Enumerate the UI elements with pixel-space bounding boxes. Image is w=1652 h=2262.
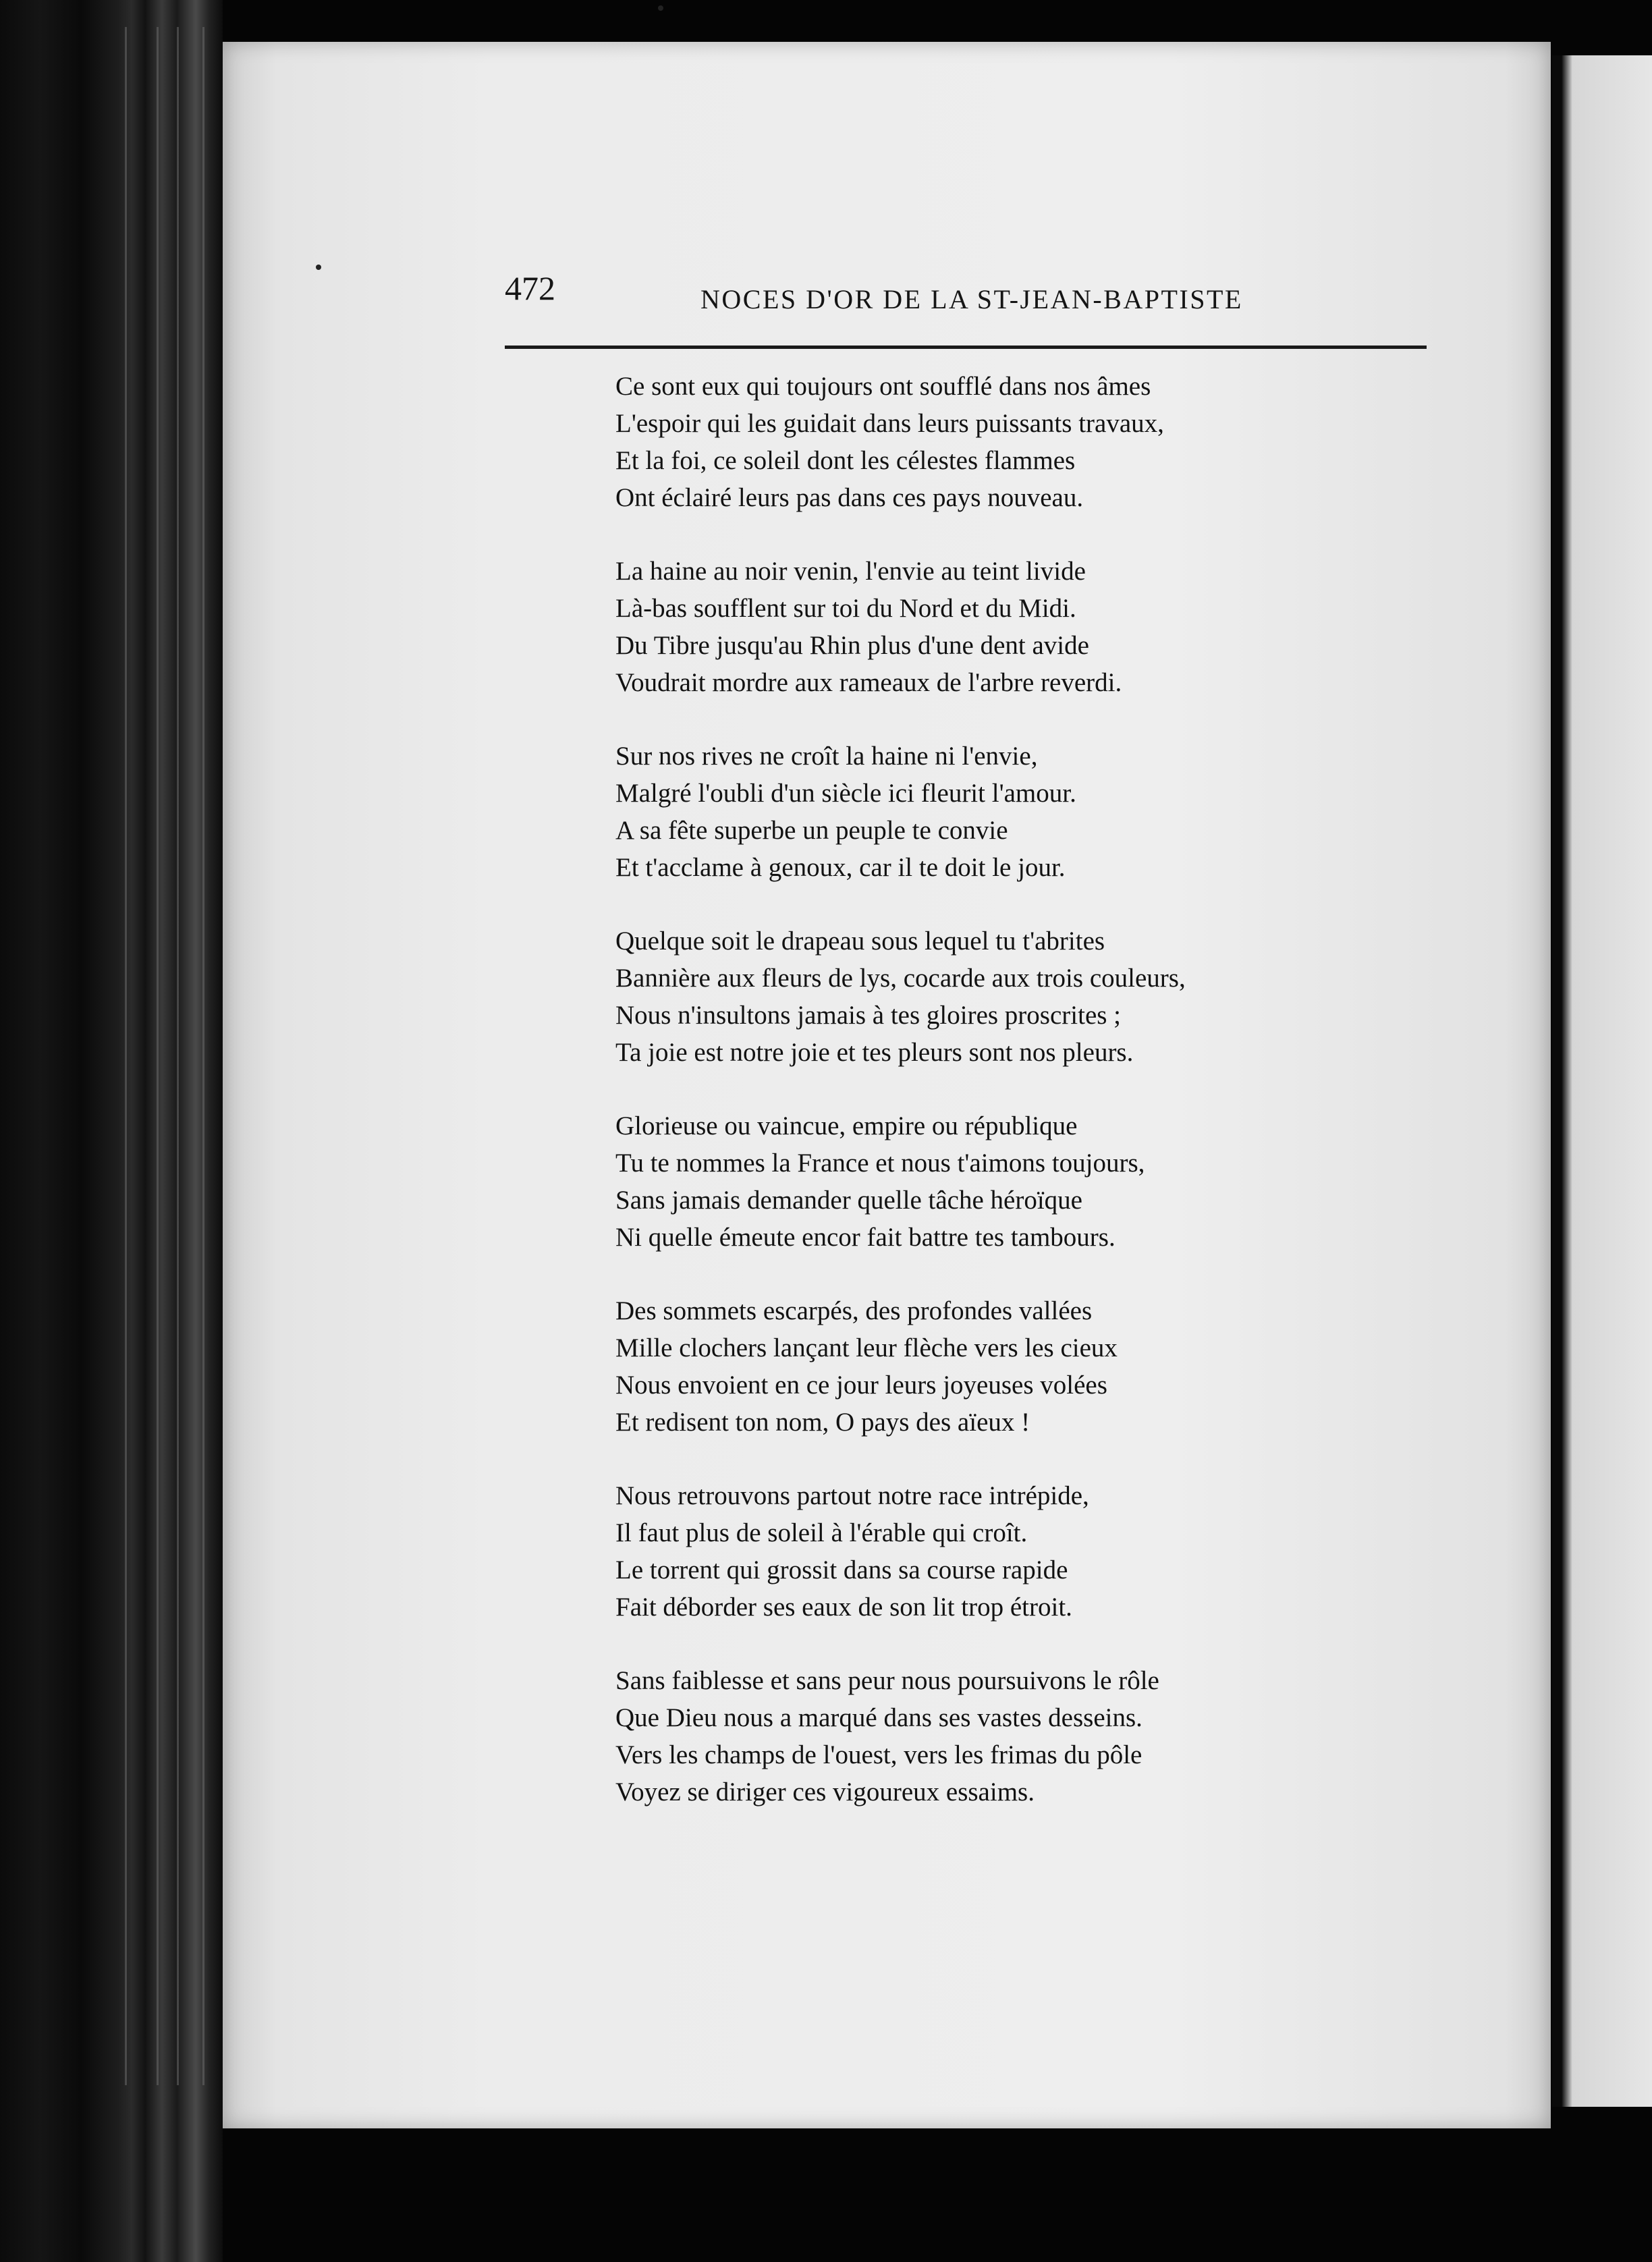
stanza — [615, 1477, 1378, 1626]
page-edge-line — [125, 27, 127, 2085]
verse-line: Ta joie est notre joie et tes pleurs sont nos pleurs. — [615, 1038, 1134, 1067]
page-edge-line — [157, 27, 159, 2085]
verse-line: Sans faiblesse et sans peur nous poursuivons le rôle — [615, 1666, 1159, 1695]
verse-line: Nous n'insultons jamais à tes gloires proscrites ; — [615, 1001, 1122, 1030]
verse-line: Bannière aux fleurs de lys, cocarde aux trois couleurs, — [615, 964, 1186, 993]
ink-speck — [316, 265, 321, 270]
verse-line: Ont éclairé leurs pas dans ces pays nouveau. — [615, 483, 1084, 512]
page-edge-line — [177, 27, 179, 2085]
verse-line: Mille clochers lançant leur flèche vers les cieux — [615, 1333, 1118, 1362]
verse-line: Là-bas soufflent sur toi du Nord et du Midi. — [615, 594, 1076, 623]
verse-line: Quelque soit le drapeau sous lequel tu t'abrites — [615, 927, 1105, 956]
page-edge-line — [202, 27, 204, 2085]
verse-line: Le torrent qui grossit dans sa course rapide — [615, 1555, 1068, 1584]
verse-line: Malgré l'oubli d'un siècle ici fleurit l'amour. — [615, 779, 1076, 808]
stanza — [615, 1107, 1378, 1256]
verse-line: Voudrait mordre aux rameaux de l'arbre reverdi. — [615, 668, 1122, 697]
verse-line: Et t'acclame à genoux, car il te doit le jour. — [615, 853, 1066, 882]
verse-line: Voyez se diriger ces vigoureux essaims. — [615, 1777, 1035, 1806]
verse-line: Nous envoient en ce jour leurs joyeuses volées — [615, 1371, 1107, 1400]
verse-line: Tu te nommes la France et nous t'aimons toujours, — [615, 1149, 1145, 1178]
verse-line: A sa fête superbe un peuple te convie — [615, 816, 1008, 845]
stanza — [615, 738, 1378, 886]
adjacent-page-edge — [1552, 55, 1652, 2107]
header-rule — [505, 346, 1427, 349]
verse-line: Du Tibre jusqu'au Rhin plus d'une dent avide — [615, 631, 1089, 660]
verse-line: Nous retrouvons partout notre race intrépide, — [615, 1481, 1089, 1510]
verse-line: Sur nos rives ne croît la haine ni l'envie, — [615, 742, 1038, 771]
verse-line: Que Dieu nous a marqué dans ses vastes desseins. — [615, 1703, 1142, 1732]
verse-line: Il faut plus de soleil à l'érable qui croît. — [615, 1518, 1028, 1547]
verse-line: Ni quelle émeute encor fait battre tes tambours. — [615, 1223, 1116, 1252]
verse-line: La haine au noir venin, l'envie au teint livide — [615, 557, 1086, 586]
stanza — [615, 553, 1378, 701]
poem-body — [615, 368, 1378, 1847]
ink-speck — [658, 5, 663, 11]
verse-line: Vers les champs de l'ouest, vers les frimas du pôle — [615, 1740, 1142, 1769]
stanza — [615, 368, 1378, 516]
stanza — [615, 1662, 1378, 1811]
verse-line: Sans jamais demander quelle tâche héroïque — [615, 1186, 1082, 1215]
verse-line: Des sommets escarpés, des profondes vallées — [615, 1296, 1093, 1325]
verse-line: Fait déborder ses eaux de son lit trop étroit. — [615, 1593, 1072, 1622]
verse-line: L'espoir qui les guidait dans leurs puissants travaux, — [615, 409, 1164, 438]
verse-line: Ce sont eux qui toujours ont soufflé dans nos âmes — [615, 372, 1151, 401]
verse-line: Glorieuse ou vaincue, empire ou république — [615, 1111, 1078, 1140]
running-title: NOCES D'OR DE LA ST-JEAN-BAPTISTE — [700, 284, 1243, 314]
verse-line: Et redisent ton nom, O pays des aïeux ! — [615, 1408, 1030, 1437]
stanza — [615, 922, 1378, 1071]
stanza — [615, 1292, 1378, 1441]
page-number: 472 — [505, 269, 555, 307]
verse-line: Et la foi, ce soleil dont les célestes flammes — [615, 446, 1076, 475]
book-spine-edge — [0, 0, 223, 2262]
